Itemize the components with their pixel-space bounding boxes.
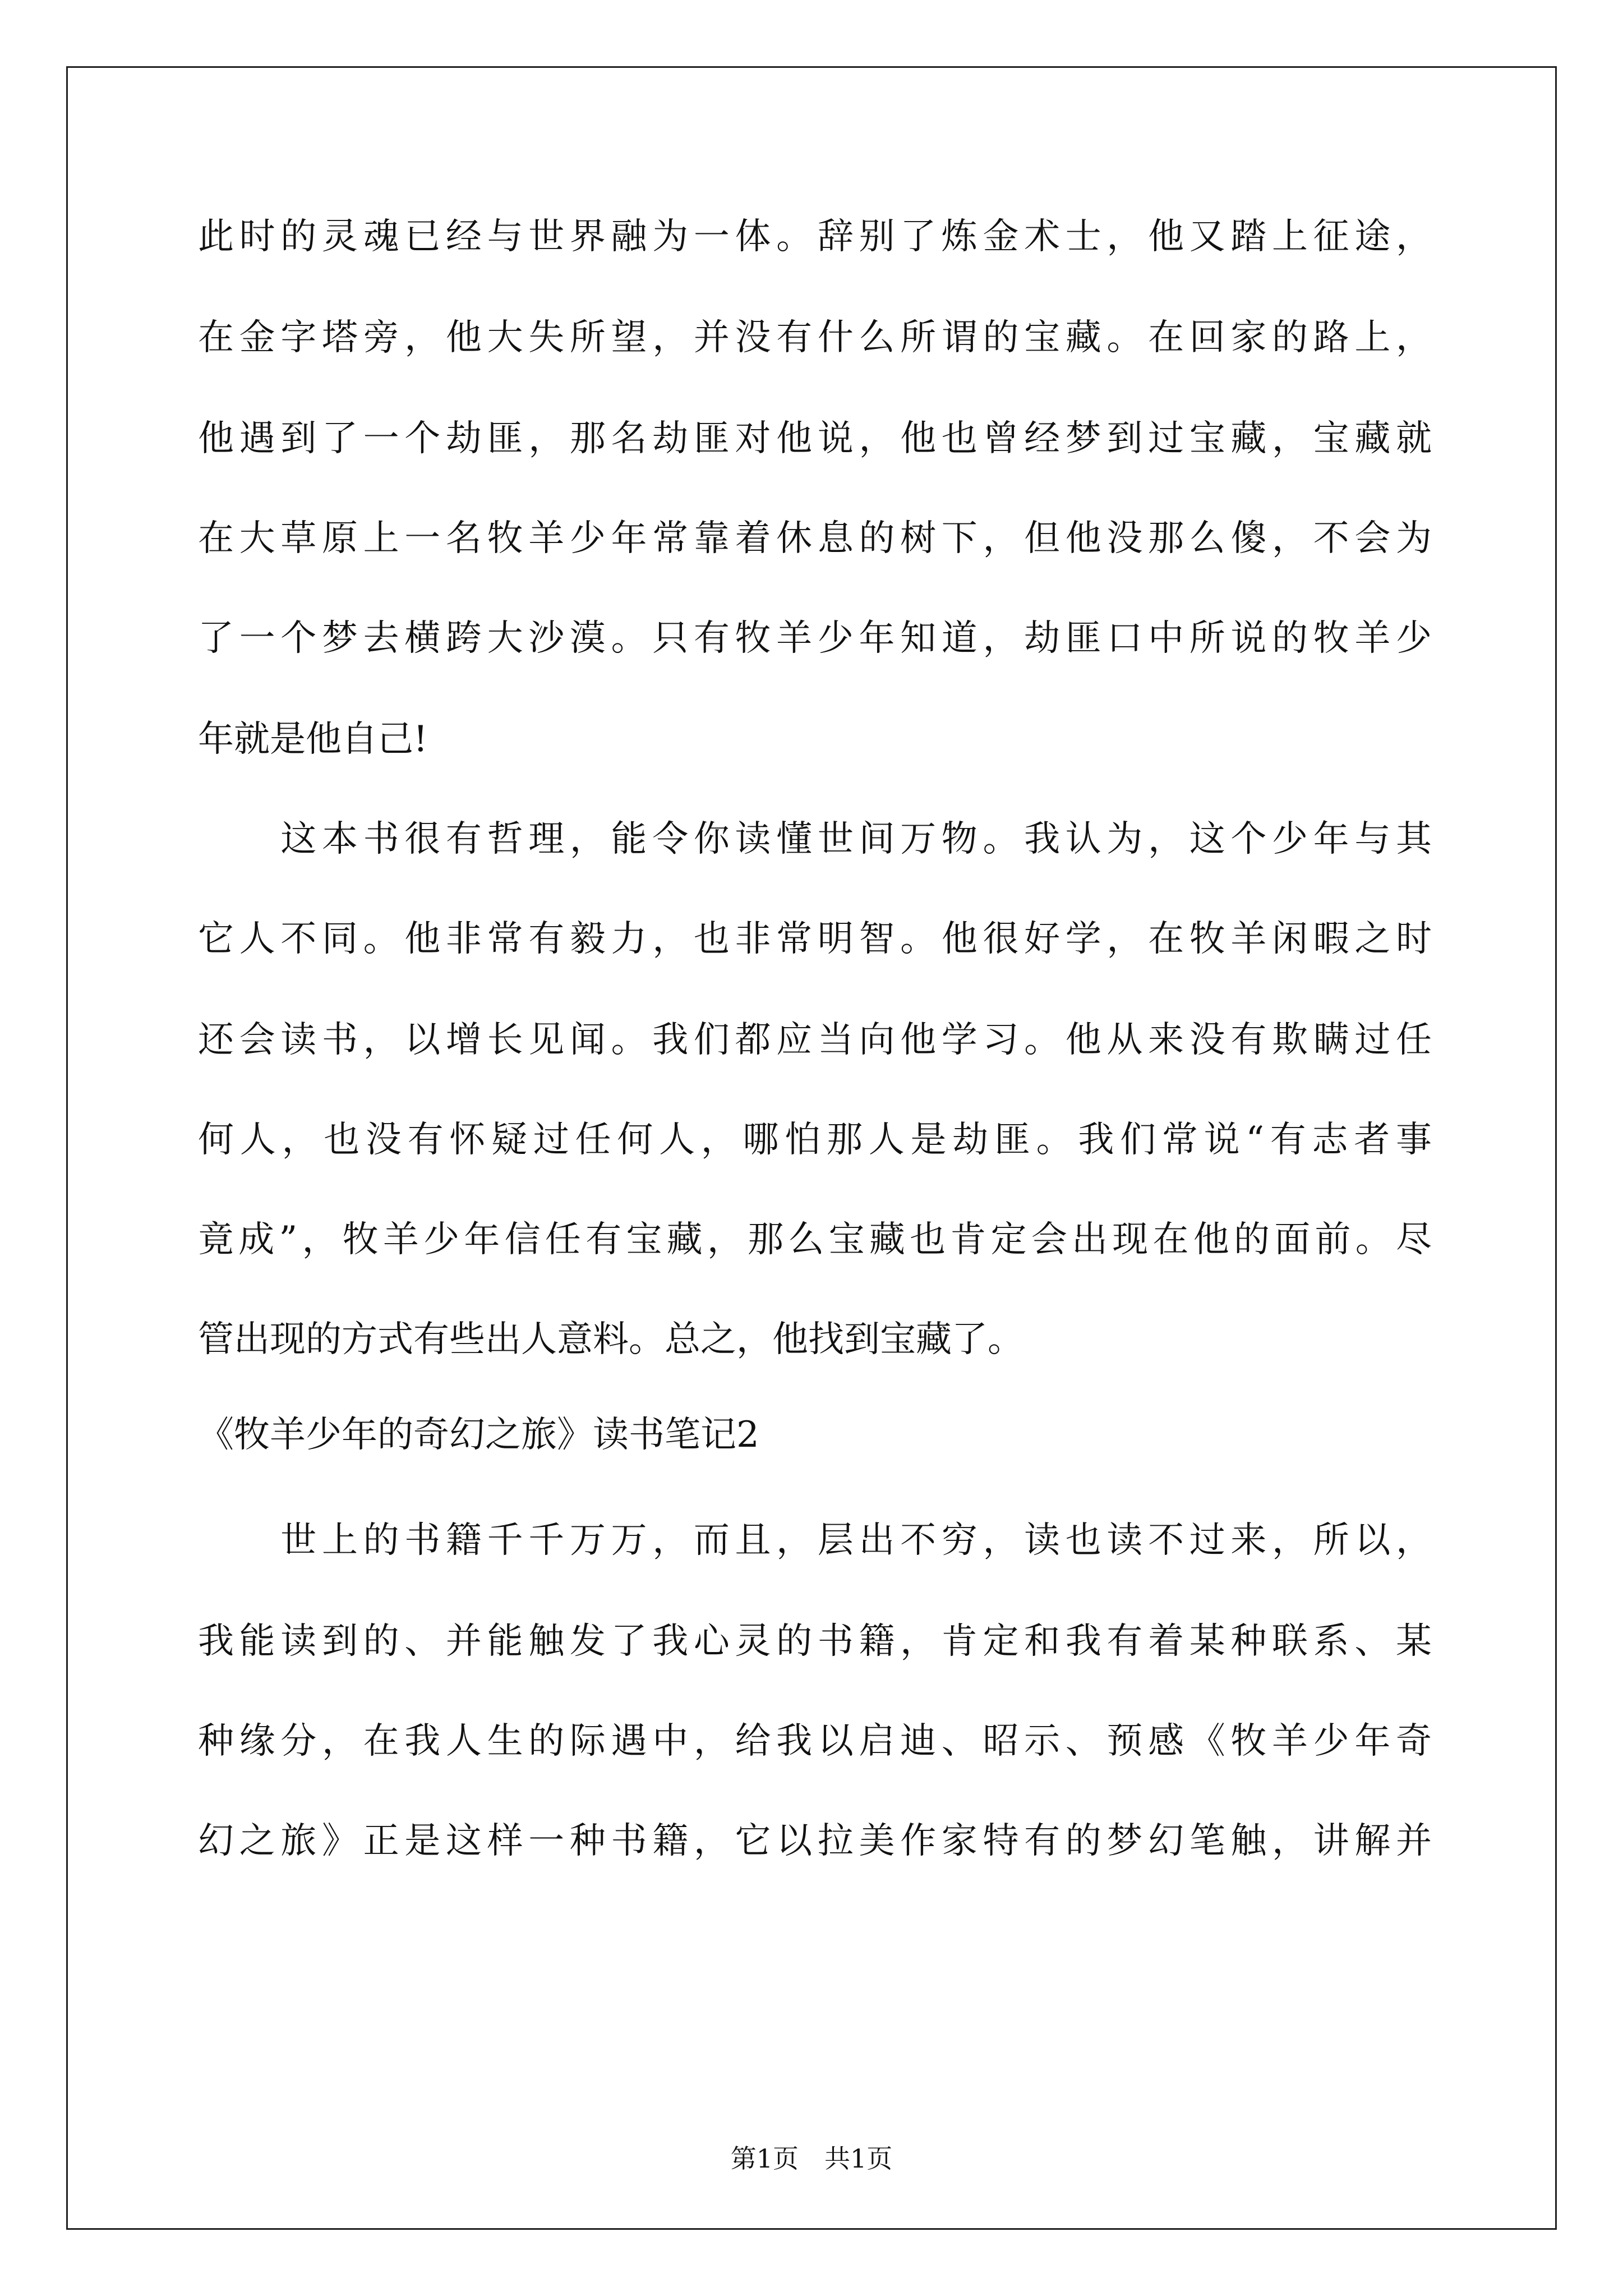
page-footer: 第1页 共1页: [730, 2143, 893, 2174]
paragraph-line: 他遇到了一个劫匪，那名劫匪对他说，他也曾经梦到过宝藏，宝藏就: [198, 418, 1432, 459]
paragraph-line: 管出现的方式有些出人意料。总之，他找到宝藏了。: [198, 1319, 1023, 1360]
paragraph-line: 还会读书，以增长见闻。我们都应当向他学习。他从来没有欺瞒过任: [198, 1019, 1432, 1061]
paragraph-line: 这本书很有哲理，能令你读懂世间万物。我认为，这个少年与其: [198, 818, 1432, 860]
paragraph-line: 世上的书籍千千万万，而且，层出不穷，读也读不过来，所以，: [198, 1520, 1432, 1561]
paragraph-line: 了一个梦去横跨大沙漠。只有牧羊少年知道，劫匪口中所说的牧羊少: [198, 618, 1432, 659]
paragraph-line: 幻之旅》正是这样一种书籍，它以拉美作家特有的梦幻笔触，讲解并: [198, 1820, 1432, 1862]
paragraph-line: 年就是他自己!: [198, 719, 428, 760]
paragraph-line: 此时的灵魂已经与世界融为一体。辞别了炼金术士，他又踏上征途，: [198, 216, 1432, 257]
paragraph-line: 种缘分，在我人生的际遇中，给我以启迪、昭示、预感《牧羊少年奇: [198, 1720, 1432, 1762]
section-heading: 《牧羊少年的奇幻之旅》读书笔记2: [198, 1414, 759, 1456]
paragraph-line: 它人不同。他非常有毅力，也非常明智。他很好学，在牧羊闲暇之时: [198, 918, 1432, 960]
paragraph-line: 在金字塔旁，他大失所望，并没有什么所谓的宝藏。在回家的路上，: [198, 317, 1432, 358]
paragraph-line: 我能读到的、并能触发了我心灵的书籍，肯定和我有着某种联系、某: [198, 1621, 1432, 1662]
paragraph-line: 何人，也没有怀疑过任何人，哪怕那人是劫匪。我们常说“有志者事: [198, 1119, 1432, 1161]
paragraph-line: 在大草原上一名牧羊少年常靠着休息的树下，但他没那么傻，不会为: [198, 518, 1432, 559]
paragraph-line: 竟成”，牧羊少年信任有宝藏，那么宝藏也肯定会出现在他的面前。尽: [198, 1219, 1432, 1260]
